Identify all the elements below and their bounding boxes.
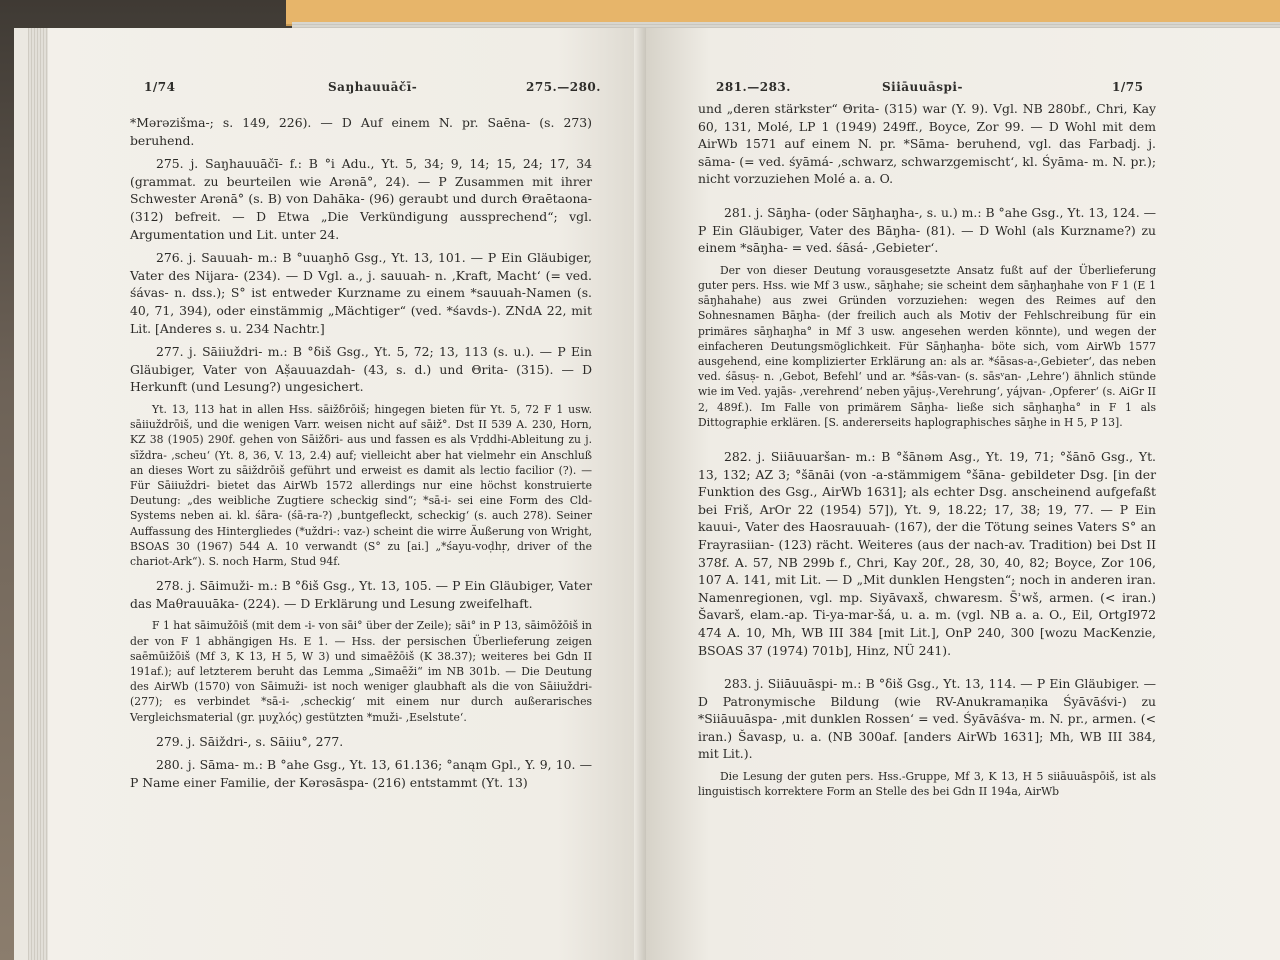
dictionary-entry: *Mərəzišma-; s. 149, 226). — D Auf einem N. pr. Saēna- (s. 273) beruhend.	[130, 115, 592, 148]
left-page-number: 1/74	[144, 80, 176, 94]
left-page	[28, 28, 644, 960]
dictionary-entry: und „deren stärkster“ Θrita- (315) war (Y. 9). Vgl. NB 280bf., Chri, Kay 60, 131, Molé, LP 1 (1949) 249ff., Boyce, Zor 99. — D Wohl mit dem AirWb 1571 auf einem N. pr. *Sāma- beruhend, vgl. das Farbadj. j. sāma- (= ved. śyāmá- ‚schwarz, schwarzgemischt‘, kl. Śyāma- m. N. pr.); nicht vorzuziehen Molé a. a. O.	[698, 101, 1156, 187]
right-entry-range: 281.—283.	[716, 80, 791, 94]
left-entry-range: 275.—280.	[526, 80, 601, 94]
dictionary-entry: 282. j. Siiāuuaršan- m.: B °šānəm Asg., Yt. 19, 71; °šānō Gsg., Yt. 13, 132; AZ 3; °šānāi (von -a-stämmigem °šāna- gebildeter Dsg. [in der Funktion des Gsg., AirWb 1631]; als echter Dsg. anscheinend aufgefaßt bei Friš, ArOr 22 (1954) 57]), Yt. 9, 18.22; 17, 38; 19, 77. — P Ein kauui-, Vater des Haosrauuah- (167), der die Tötung seines Vaters S° an Frayrasiian- (123) rächt. Weiteres (aus der nach-av. Tradition) bei Dst II 378f. A. 57, NB 299b f., Chri, Kay 20f., 28, 30, 40, 82; Boyce, Zor 106, 107 A. 141, mit Lit. — D „Mit dunklen Hengsten“; noch in anderen iran. Namenregionen, vgl. mp. Siyāvaxš, chwaresm. S̄ʾwš, armen. (< iran.) Šavarš, elam.-ap. Ti-ya-mar-šá, u. a. m. (vgl. NB a. a. O., Eil, OrtgI972 474 A. 10, Mh, WB III 384 [mit Lit.], OnP 240, 300 [wozu MacKenzie, BSOAS 37 (1974) 701b], Hinz, NÜ 241).	[698, 448, 1156, 658]
block-spacer	[698, 194, 1156, 204]
dictionary-entry: 281. j. Sāŋha- (oder Sāŋhaŋha-, s. u.) m.: B °ahe Gsg., Yt. 13, 124. — P Ein Gläubiger, Vater des Bāŋha- (81). — D Wohl (als Kurzname?) zu einem *sāŋha- = ved. śāsá- ‚Gebieter‘.	[698, 204, 1156, 256]
entry-note: Der von dieser Deutung vorausgesetzte Ansatz fußt auf der Überlieferung guter pers. Hss. wie Mf 3 usw., sāŋhahe; sie scheint dem sāŋhaŋhahe von F 1 (E 1 sāŋhahahe) aus zwei Gründen vorzuziehen: wegen des Reimes auf den Sohnesnamen Bāŋha- (der freilich auch als Motiv der Fehlschreibung für ein primäres sāŋhaŋha° in Mf 3 usw. angesehen werden könnte), und wegen der einfacheren Deutungsmöglichkeit. Für Sāŋhaŋha- böte sich, vom AirWb 1577 ausgehend, eine komplizierter Erklärung an: als ar. *śāsas-a-‚Gebieter‘, das neben ved. śāsuṣ- n. ‚Gebot, Befehl‘ und ar. *śās-van- (s. sāsᵛan- ‚Lehre‘) ähnlich stünde wie im Ved. yajās- ‚verehrend‘ neben yājuṣ-‚Verehrung‘, yájvan- ‚Opferer‘ (s. AiGr II 2, 489f.). Im Falle von primärem Sāŋha- ließe sich sāŋhaŋha° in F 1 als Dittographie erklären. [S. andererseits haplographisches sāŋhe in H 5, P 13].	[698, 263, 1156, 429]
dictionary-entry: 277. j. Sāiiuždri- m.: B °δiš Gsg., Yt. 5, 72; 13, 113 (s. u.). — P Ein Gläubiger, Vater von Aṣ̌auuazdah- (43, s. d.) und Θrita- (315). — D Herkunft (und Lesung?) ungesichert.	[130, 344, 592, 395]
entry-note: Die Lesung der guten pers. Hss.-Gruppe, Mf 3, K 13, H 5 siiāuuāspōiš, ist als linguistisch korrektere Form an Stelle des bei Gdn II 194a, AirWb	[698, 770, 1156, 799]
right-page-number: 1/75	[1112, 80, 1144, 94]
left-page-text	[130, 114, 592, 798]
dictionary-entry: 276. j. Sauuah- m.: B °uuaŋhō Gsg., Yt. 13, 101. — P Ein Gläubiger, Vater des Nijara- (234). — D Vgl. a., j. sauuah- n. ‚Kraft, Macht‘ (= ved. śávas- n. dss.); S° ist entweder Kurzname zu einem *sauuah-Namen (s. 40, 71, 394), oder einstämmig „Mächtiger“ (ved. *śavds-). ZNdA 22, mit Lit. [Anderes s. u. 234 Nachtr.]	[130, 250, 592, 336]
left-page-edges	[28, 28, 48, 960]
dictionary-entry: 279. j. Sāiždri-, s. Sāiiu°, 277.	[156, 733, 344, 749]
right-page	[646, 28, 1280, 960]
dictionary-entry: 278. j. Sāimuži- m.: B °δiš Gsg., Yt. 13, 105. — P Ein Gläubiger, Vater das Maθrauuāka- (224). — D Erklärung und Lesung zweifelhaft.	[130, 578, 592, 611]
entry-note: Yt. 13, 113 hat in allen Hss. sāižδrōiš; hingegen bieten für Yt. 5, 72 F 1 usw. sāiiuždrōiš, und die wenigen Varr. weisen nicht auf sāiž°. Dst II 539 A. 230, Horn, KZ 38 (1905) 290f. gehen von Sāižδri- aus und fassen es als Vṛddhi-Ableitung zu j. sīždra- ‚scheu‘ (Yt. 8, 36, V. 13, 2.4) auf; vielleicht aber hat vielmehr ein Anschluß an dieses Wort zu sāiždrōiš geführt und erweist es damit als lectio facilior (?). — Für Sāiiuždri- bietet das AirWb 1572 allerdings nur eine höchst konstruierte Deutung: „des weibliche Zugtiere scheckig sind“; *sā-i- sei eine Form des Cld-Systems neben ai. kl. śāra- (śā-ra-?) ‚buntgefleckt, scheckig‘ (s. auch 278). Seiner Auffassung des Hintergliedes (*uždri-: vaz-) scheint die wirre Äußerung von Wright, BSOAS 30 (1967) 544 A. 10 verwandt (S° zu [ai.] „*śayu-voḍhṛ, driver of the chariot-Ark“). S. noch Harm, Stud 94f.	[130, 402, 592, 568]
block-spacer	[698, 665, 1156, 675]
right-page-text	[698, 100, 1156, 807]
left-running-title: Saŋhauuāčī-	[328, 80, 418, 94]
dictionary-entry: 280. j. Sāma- m.: B °ahe Gsg., Yt. 13, 61.136; °anąm Gpl., Y. 9, 10. — P Name einer Familie, der Kərəsāspa- (216) entstammt (Yt. 13)	[130, 757, 592, 790]
dictionary-entry: 283. j. Siiāuuāspi- m.: B °δiš Gsg., Yt. 13, 114. — P Ein Gläubiger. — D Patronymische Bildung (wie RV-Anukramaṇika Śyāvāśvi-) zu *Siiāuuāspa- ‚mit dunklen Rossen‘ = ved. Śyāvāśva- m. N. pr., armen. (< iran.) Šavasp, u. a. (NB 300af. [anders AirWb 1631]; Mh, WB III 384, mit Lit.).	[698, 676, 1156, 762]
open-book	[14, 28, 1280, 960]
right-running-title: Siiāuuāspi-	[882, 80, 963, 94]
block-spacer	[698, 438, 1156, 448]
entry-note: F 1 hat sāimužōiš (mit dem -i- von sāi° über der Zeile); sāi° in P 13, sāimōžōiš in der von F 1 abhängigen Hs. E 1. — Hss. der persischen Überlieferung zeigen saēmūižōiš (Mf 3, K 13, H 5, W 3) und simaēžōiš (K 38.37); weiteres bei Gdn II 191af.); auf letzterem beruht das Lemma „Simaēži“ im NB 301b. — Die Deutung des AirWb (1570) von Sāimuži- ist noch weniger glaubhaft als die von Sāiiuždri- (277); es verbindet *sā-i- ‚scheckig‘ mit einem nur durch außerarisches Vergleichsmaterial (gr. μυχλός) gestützten *muži- ‚Eselstute‘.	[130, 619, 592, 724]
dictionary-entry: 275. j. Saŋhauuāčī- f.: B °i Adu., Yt. 5, 34; 9, 14; 15, 24; 17, 34 (grammat. zu beurteilen wie Arənā°, 24). — P Zusammen mit ihrer Schwester Arənā° (s. B) von Dahāka- (96) geraubt und durch Θraētaona- (312) befreit. — D Etwa „Die Verkündigung aussprechend“; vgl. Argumentation und Lit. unter 24.	[130, 156, 592, 242]
